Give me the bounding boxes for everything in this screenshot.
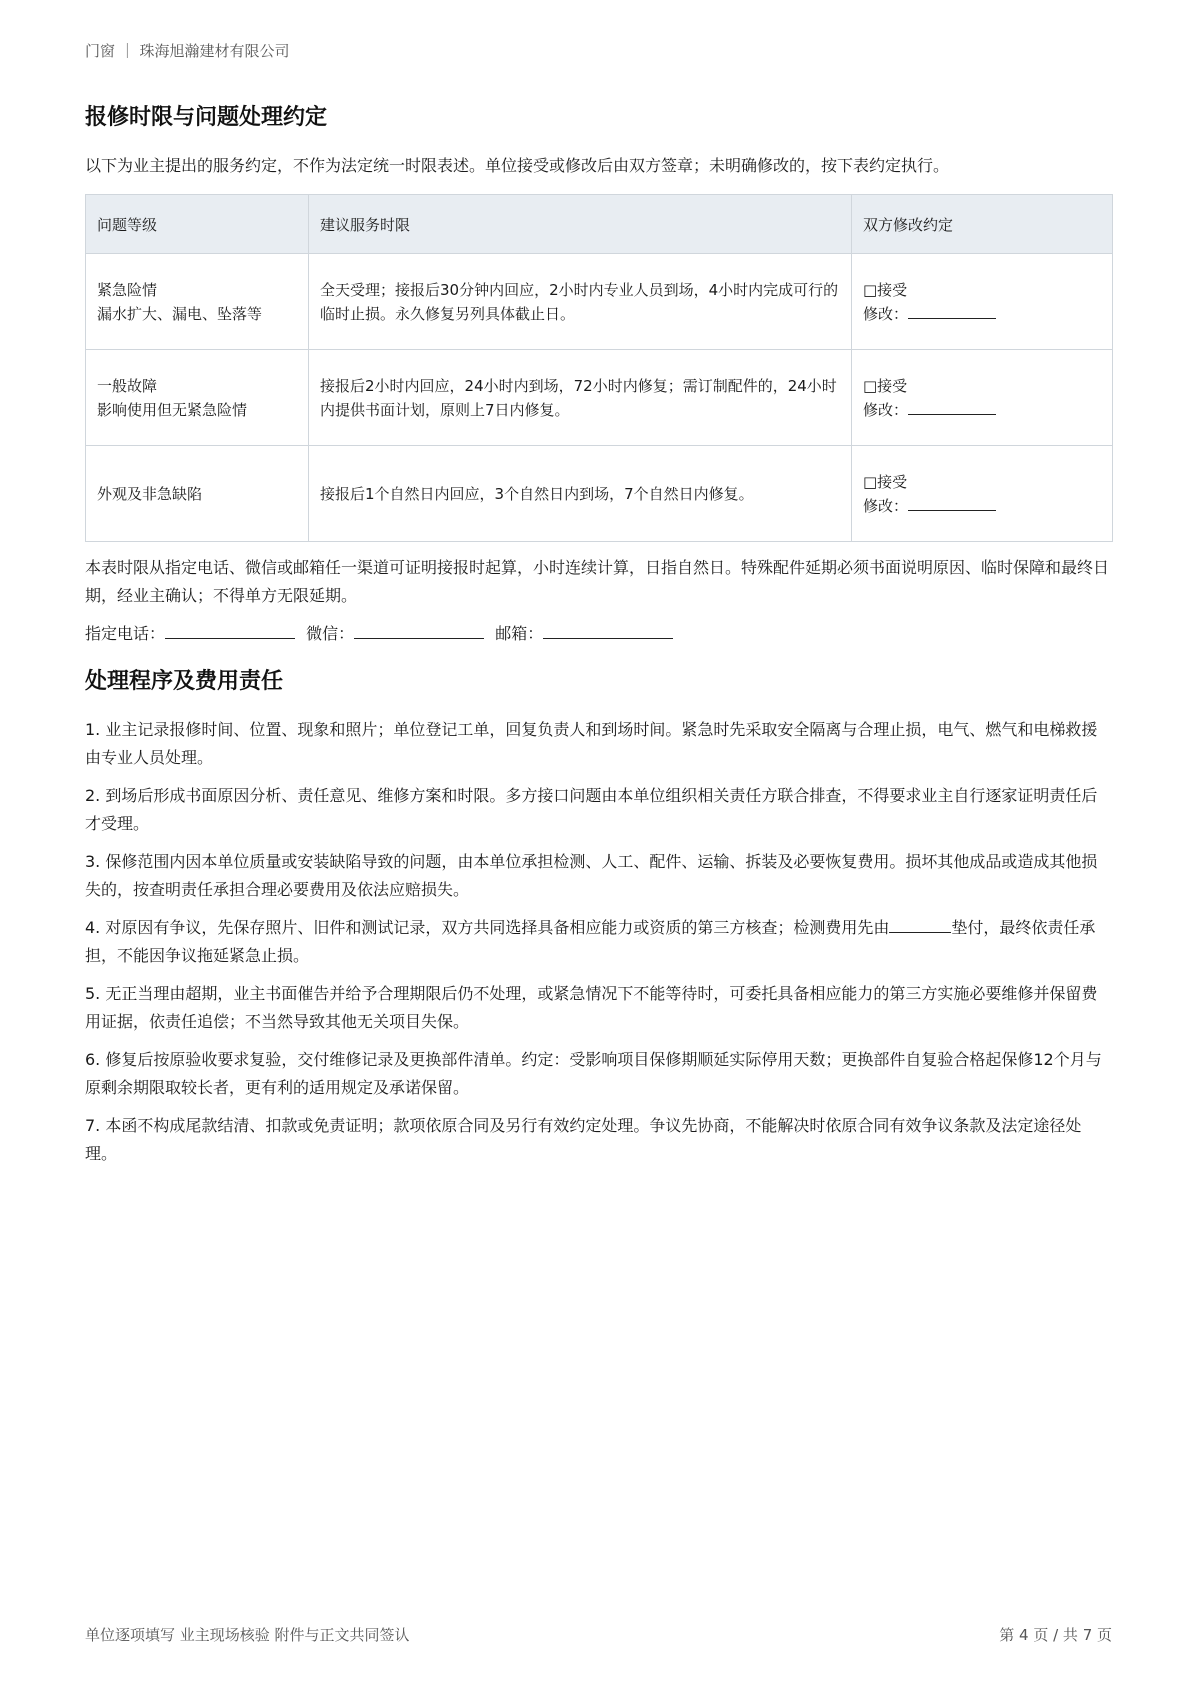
timeline-cell: 全天受理；接报后30分钟内回应，2小时内专业人员到场，4小时内完成可行的临时止损。永久修复另列具体截止日。 [309,254,852,350]
level-desc: 漏水扩大、漏电、坠落等 [97,304,263,323]
contact-row [85,620,1113,648]
wechat-label: 微信： [306,624,355,643]
agreement-cell [852,446,1113,542]
list-item: 5. 无正当理由超期，业主书面催告并给予合理期限后仍不处理，或紧急情况下不能等待时，可委托具备相应能力的第三方实施必要维修并保留费用证据，依责任追偿；不当然导致其他无关项目失保。 [85,984,1098,1031]
level-desc: 影响使用但无紧急险情 [97,400,248,419]
list-item: 3. 保修范围内因本单位质量或安装缺陷导致的问题，由本单位承担检测、人工、配件、运输、拆装及必要恢复费用。损坏其他成品或造成其他损失的，按查明责任承担合理必要费用及依法应赔损失。 [85,852,1098,899]
accept-checkbox[interactable]: □接受 [863,472,908,491]
modify-field [863,398,1101,422]
modify-field [863,302,1101,326]
list-item: 2. 到场后形成书面原因分析、责任意见、维修方案和时限。多方接口问题由本单位组织相关责任方联合排查，不得要求业主自行逐家证明责任后才受理。 [85,786,1098,833]
list-item: 7. 本函不构成尾款结清、扣款或免责证明；款项依原合同及另行有效约定处理。争议先协商，不能解决时依原合同有效争议条款及法定途径处理。 [85,1116,1082,1163]
level-cell [86,446,309,542]
modify-blank[interactable] [908,302,996,319]
modify-label: 修改： [863,496,909,515]
modify-label: 修改： [863,400,909,419]
level-name: 一般故障 [97,376,158,395]
level-cell [86,350,309,446]
list-item: 6. 修复后按原验收要求复验，交付维修记录及更换部件清单。约定：受影响项目保修期顺延实际停用天数；更换部件自复验合格起保修12个月与原剩余期限取较长者，更有利的适用规定及承诺保留。 [85,1050,1102,1097]
email-blank[interactable] [543,620,673,639]
sla-table [85,194,1113,542]
accept-checkbox[interactable]: □接受 [863,376,908,395]
table-header-timeline: 建议服务时限 [309,195,852,254]
page-number: 第 4 页 / 共 7 页 [999,1626,1112,1644]
section-title-sla: 报修时限与问题处理约定 [85,105,328,130]
wechat-blank[interactable] [354,620,484,639]
table-header-level: 问题等级 [86,195,309,254]
modify-blank[interactable] [908,398,996,415]
document-body [85,102,1113,1178]
modify-field [863,494,1101,518]
sla-intro: 以下为业主提出的服务约定，不作为法定统一时限表述。单位接受或修改后由双方签章；未明确修改的，按下表约定执行。 [85,156,950,175]
sla-note: 本表时限从指定电话、微信或邮箱任一渠道可证明接报时起算，小时连续计算，日指自然日。特殊配件延期必须书面说明原因、临时保障和最终日期，经业主确认；不得单方无限延期。 [85,558,1110,605]
level-name: 紧急险情 [97,280,158,299]
level-cell [86,254,309,350]
list-item-4 [85,914,1113,970]
list-item: 1. 业主记录报修时间、位置、现象和照片；单位登记工单，回复负责人和到场时间。紧急时先采取安全隔离与合理止损，电气、燃气和电梯救援由专业人员处理。 [85,720,1098,767]
phone-blank[interactable] [165,620,295,639]
list-item-4-tail: 垫付，最终依责任承担，不能因争议拖延紧急止损。 [85,918,1096,965]
phone-label: 指定电话： [85,624,166,643]
modify-label: 修改： [863,304,909,323]
agreement-cell [852,254,1113,350]
level-name: 外观及非急缺陷 [97,484,203,503]
accept-checkbox[interactable]: □接受 [863,280,908,299]
timeline-cell: 接报后2小时内回应，24小时内到场，72小时内修复；需订制配件的，24小时内提供书面计划，原则上7日内修复。 [309,350,852,446]
payer-blank[interactable] [889,916,951,933]
modify-blank[interactable] [908,494,996,511]
table-row [86,446,1113,542]
table-row [86,350,1113,446]
section-title-procedure: 处理程序及费用责任 [85,669,284,694]
email-label: 邮箱： [495,624,544,643]
table-header-row [86,195,1113,254]
footer-note: 单位逐项填写 业主现场核验 附件与正文共同签认 [85,1626,410,1644]
table-row [86,254,1113,350]
list-item-4-head: 4. 对原因有争议，先保存照片、旧件和测试记录，双方共同选择具备相应能力或资质的第三方核查；检测费用先由 [85,918,890,937]
table-header-agreement: 双方修改约定 [852,195,1113,254]
agreement-cell [852,350,1113,446]
page-header: 门窗 ｜ 珠海旭瀚建材有限公司 [85,42,290,60]
timeline-cell: 接报后1个自然日内回应，3个自然日内到场，7个自然日内修复。 [309,446,852,542]
